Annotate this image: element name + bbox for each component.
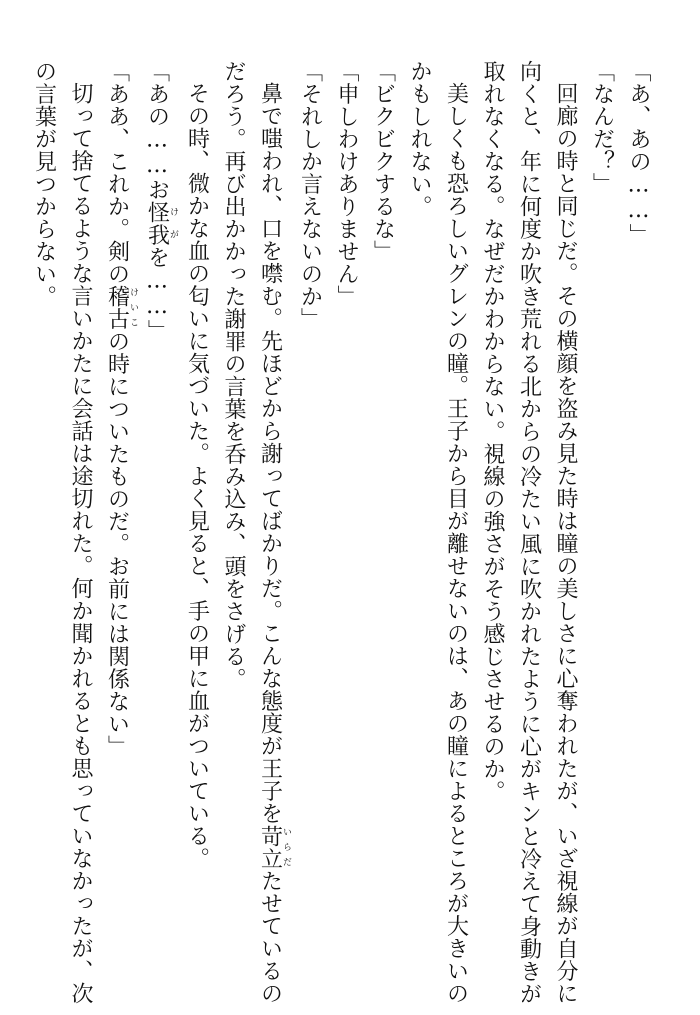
text-line: 切って捨てるような言いかたに会話は途切れた。何か聞かれるとも思っていなかったが、次 [68,82,93,1005]
text-segment: を……」 [144,246,170,342]
text-line [138,60,178,960]
text-line: 取れなくなる。なぜだかわからない。視線の強さがそう感じさせるのか。 [480,60,505,803]
ruby-annotation [144,201,178,246]
text-line: 回廊の時と同じだ。その横顔を盗み見た時は瞳の美しさに心奪われたが、いざ視線が自分に [553,82,578,1005]
text-segment: 「ああ、これか。剣の [104,60,130,285]
text-line: 「それしか言えないのか」 [297,60,323,330]
ruby-reading: けいこ [128,285,138,330]
ruby-reading: いらだ [281,824,291,870]
vertical-text-body [25,60,656,1005]
text-segment: の時についたものだ。お前には関係ない」 [104,330,130,758]
text-line: だろう。再び出かかった謝罪の言葉を呑み込み、頭をさげる。 [221,60,246,690]
text-segment: 鼻で嗤われ、口を噤む。先ほどから謝ってばかりだ。こんな態度が王子を [257,82,283,825]
text-segment: たせているの [257,869,283,1005]
ruby-base: 怪我 [144,201,170,246]
text-line [98,60,138,960]
text-line: 「ビクビクするな」 [370,60,396,263]
text-line: 「申しわけありません」 [334,60,359,308]
text-line: かもしれない。 [407,60,432,218]
text-line: 「なんだ？」 [589,60,615,195]
ruby-annotation [257,824,291,870]
ruby-reading: けが [168,201,178,246]
text-line: の言葉が見つからない。 [31,60,57,308]
text-line: 美しくも恐ろしいグレンの瞳。王子から目が離せないのは、あの瞳によるところが大きいの [443,82,469,1005]
text-line: 「あ、あの……」 [626,60,651,246]
ruby-base: 稽古 [104,285,130,330]
ruby-base: 苛立 [257,824,283,870]
text-line: その時、微かな血の匂いに気づいた。よく見ると、手の甲に血がついている。 [184,82,210,870]
ruby-annotation [104,285,138,330]
text-line: 向くと、年に何度か吹き荒れる北からの冷たい風に吹かれたように心がキンと冷えて身動きが [516,60,542,1005]
text-line [251,60,291,1005]
text-segment: 「あの……お [144,60,170,201]
